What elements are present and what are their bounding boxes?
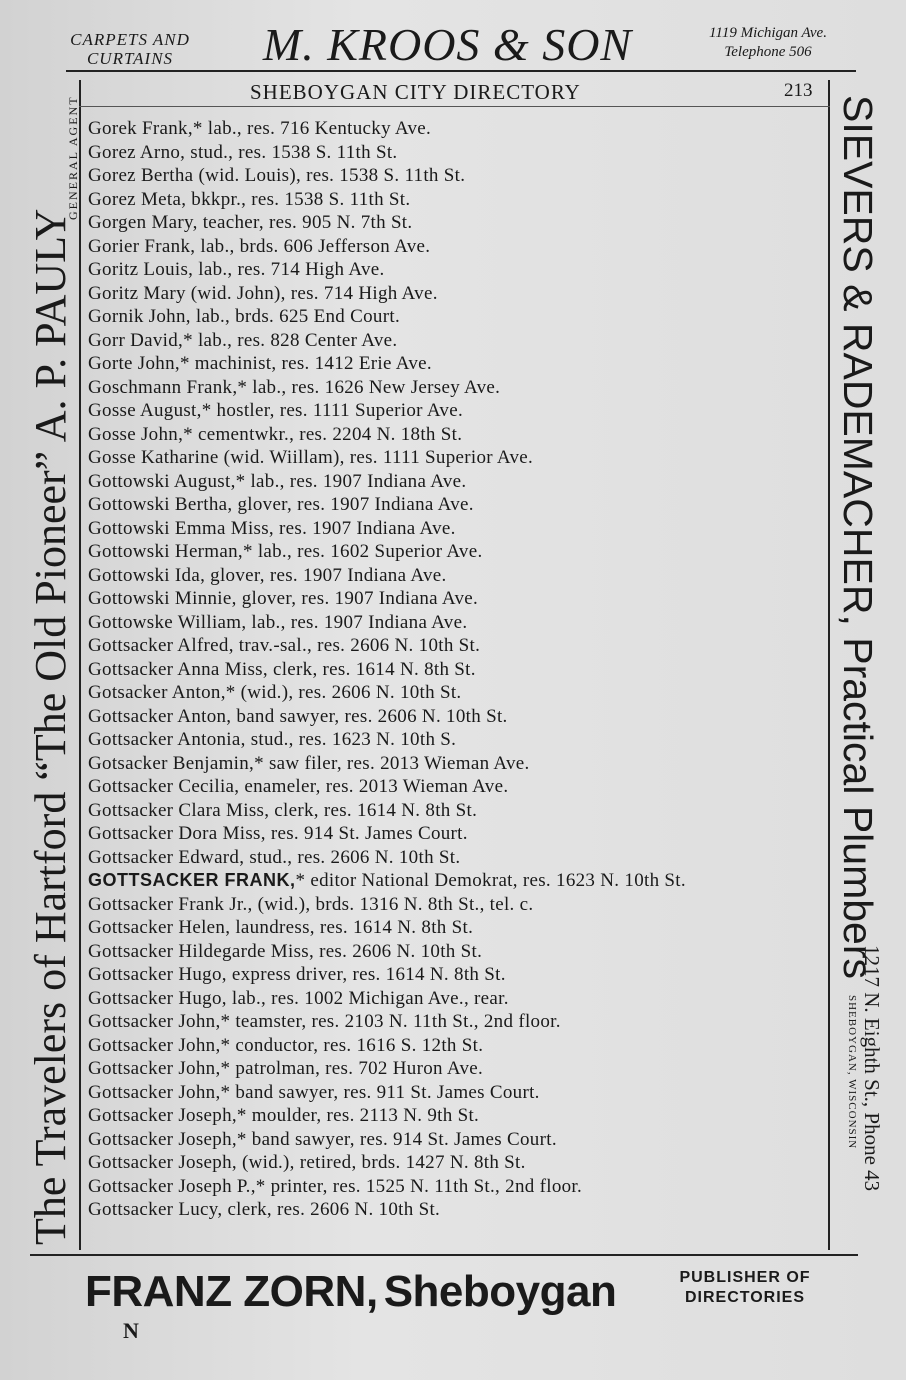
top-banner-title: M. KROOS & SON [262, 19, 633, 70]
top-left-ad [50, 30, 210, 68]
directory-entry: Gorez Meta, bkkpr., res. 1538 S. 11th St. [88, 188, 411, 210]
directory-entry: Gottsacker Joseph,* moulder, res. 2113 N. 9th St. [88, 1105, 480, 1126]
bottom-ad-name: FRANZ ZORN [85, 1267, 366, 1316]
featured-entry-name: GOTTSACKER FRANK, [88, 870, 296, 890]
directory-entry: Gottsacker Alfred, trav.-sal., res. 2606 N. 10th St. [88, 635, 481, 656]
directory-entry: Goritz Louis, lab., res. 714 High Ave. [88, 259, 385, 280]
directory-entry: Gottsacker Helen, laundress, res. 1614 N. 8th St. [88, 917, 474, 938]
corner-letter: N [123, 1318, 139, 1343]
directory-entry: Gosse John,* cementwkr., res. 2204 N. 18th St. [88, 423, 463, 445]
directory-entry: Gosse Katharine (wid. Wiillam), res. 1111 Superior Ave. [88, 447, 534, 468]
directory-entry: Gottowski Herman,* lab., res. 1602 Superior Ave. [88, 541, 483, 562]
right-vertical-ad [824, 95, 884, 1245]
directory-entry: Gottsacker John,* band sawyer, res. 911 St. James Court. [88, 1081, 540, 1103]
directory-entry: Gorek Frank,* lab., res. 716 Kentucky Ave. [88, 118, 432, 139]
directory-entry: Gottowski Emma Miss, res. 1907 Indiana Ave. [88, 517, 456, 539]
top-left-line2: CURTAINS [86, 49, 174, 68]
directory-entry: Gottsacker Hildegarde Miss, res. 2606 N. 10th St. [88, 940, 483, 962]
directory-entry: Gottsacker Clara Miss, clerk, res. 1614 N. 8th St. [88, 799, 478, 821]
directory-entry: Gottowski Minnie, glover, res. 1907 Indiana Ave. [88, 588, 479, 609]
bottom-rule [30, 1254, 858, 1256]
left-ad-agent: GENERAL AGENT [66, 95, 80, 220]
directory-entry: Gottowski August,* lab., res. 1907 Indiana Ave. [88, 470, 467, 492]
bottom-ad-city: Sheboygan [383, 1267, 617, 1316]
directory-entry: Gorgen Mary, teacher, res. 905 N. 7th St. [88, 212, 413, 233]
directory-entry: Gottsacker Joseph, (wid.), retired, brds. 1427 N. 8th St. [88, 1152, 526, 1173]
bottom-ad [85, 1260, 616, 1324]
directory-entry: Goschmann Frank,* lab., res. 1626 New Jersey Ave. [88, 376, 501, 398]
directory-entry: Gottsacker John,* patrolman, res. 702 Huron Ave. [88, 1058, 484, 1079]
directory-entry: Gorez Arno, stud., res. 1538 S. 11th St. [88, 141, 398, 163]
directory-entry: Gottowski Ida, glover, res. 1907 Indiana Ave. [88, 564, 447, 586]
directory-entry: Gottowski Bertha, glover, res. 1907 Indiana Ave. [88, 494, 474, 515]
publisher-line1: PUBLISHER OF [679, 1269, 811, 1286]
publisher-note [665, 1268, 825, 1308]
top-right-line1: 1119 Michigan Ave. [709, 25, 827, 41]
directory-entry: Gotsacker Anton,* (wid.), res. 2606 N. 10th St. [88, 682, 462, 703]
directory-entry: Goritz Mary (wid. John), res. 714 High Ave. [88, 282, 438, 304]
directory-entry: Gottsacker Anna Miss, clerk, res. 1614 N. 8th St. [88, 658, 476, 680]
directory-entry: Gottsacker Joseph P.,* printer, res. 1525 N. 11th St., 2nd floor. [88, 1175, 583, 1197]
left-vertical-ad [18, 95, 88, 1245]
directory-entry: Gorte John,* machinist, res. 1412 Erie Ave. [88, 353, 432, 374]
directory-entry: Gottowske William, lab., res. 1907 Indiana Ave. [88, 611, 468, 633]
right-ad-address: 1217 N. Eighth St., Phone 43 [860, 945, 884, 1192]
directory-entry: Gotsacker Benjamin,* saw filer, res. 2013 Wieman Ave. [88, 752, 530, 774]
directory-entry: Gottsacker Hugo, lab., res. 1002 Michigan Ave., rear. [88, 987, 509, 1009]
top-rule [66, 70, 856, 72]
directory-entry: Gorier Frank, lab., brds. 606 Jefferson Ave. [88, 235, 431, 257]
directory-entry-featured [88, 869, 828, 893]
featured-entry-details: * editor National Demokrat, res. 1623 N. 10th St. [295, 870, 686, 891]
publisher-line2: DIRECTORIES [684, 1289, 806, 1306]
right-ad-city: SHEBOYGAN, WISCONSIN [846, 995, 858, 1150]
page-number: 213 [784, 80, 813, 101]
directory-entry: Gottsacker Dora Miss, res. 914 St. James Court. [88, 823, 468, 844]
directory-entry: Gottsacker Edward, stud., res. 2606 N. 10th St. [88, 846, 461, 868]
top-right-ad [668, 24, 868, 62]
directory-entry: Gottsacker Cecilia, enameler, res. 2013 Wieman Ave. [88, 776, 509, 797]
directory-entry: Gottsacker Antonia, stud., res. 1623 N. 10th S. [88, 729, 457, 750]
directory-entry: Gottsacker John,* teamster, res. 2103 N. 11th St., 2nd floor. [88, 1011, 561, 1032]
top-right-line2: Telephone 506 [724, 44, 812, 60]
directory-entry: Gottsacker Lucy, clerk, res. 2606 N. 10th St. [88, 1199, 441, 1220]
bottom-ad-comma: , [365, 1267, 378, 1316]
right-ad-text: SIEVERS & RADEMACHER, Practical Plumbers [835, 95, 881, 980]
directory-listing [88, 117, 828, 1222]
directory-entry: Gornik John, lab., brds. 625 End Court. [88, 306, 400, 327]
top-left-line1: CARPETS AND [70, 30, 190, 49]
directory-entry: Gottsacker Joseph,* band sawyer, res. 914 St. James Court. [88, 1128, 557, 1150]
directory-title: SHEBOYGAN CITY DIRECTORY [250, 80, 581, 104]
directory-entry: Gosse August,* hostler, res. 1111 Superior Ave. [88, 400, 464, 421]
directory-entry: Gorez Bertha (wid. Louis), res. 1538 S. 11th St. [88, 165, 466, 186]
directory-entry: Gottsacker John,* conductor, res. 1616 S. 12th St. [88, 1034, 484, 1056]
directory-entry: Gottsacker Frank Jr., (wid.), brds. 1316 N. 8th St., tel. c. [88, 893, 534, 915]
directory-entry: Gottsacker Hugo, express driver, res. 1614 N. 8th St. [88, 964, 506, 985]
header-rule [79, 106, 830, 107]
directory-entry: Gottsacker Anton, band sawyer, res. 2606 N. 10th St. [88, 705, 508, 727]
directory-entry: Gorr David,* lab., res. 828 Center Ave. [88, 329, 398, 351]
left-ad-text: The Travelers of Hartford “The Old Pioneer” A. P. PAULY [26, 208, 75, 1245]
